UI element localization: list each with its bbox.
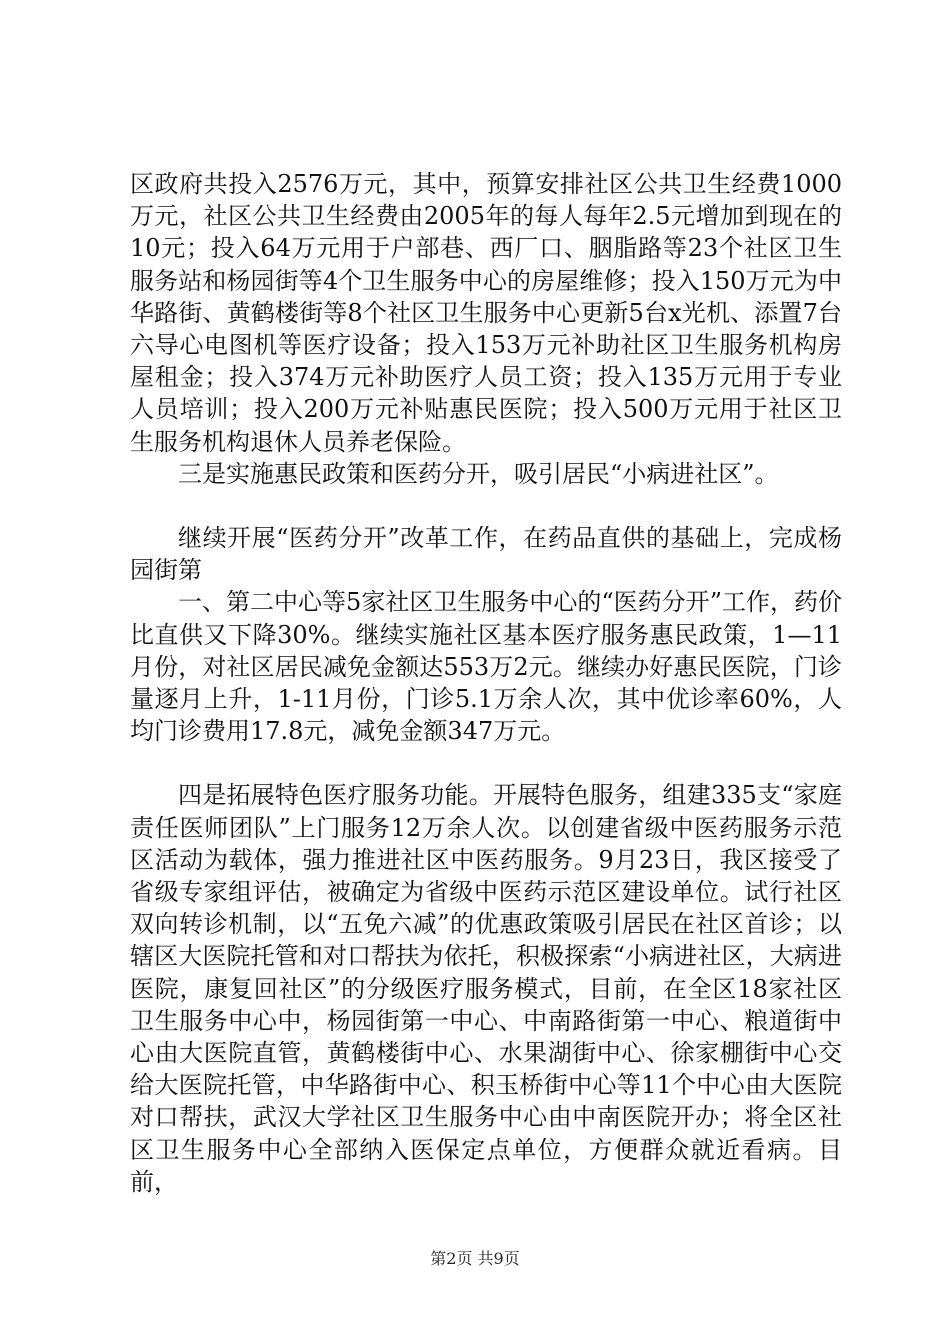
paragraph-reform: 继续开展“医药分开”改革工作，在药品直供的基础上，完成杨园街第 <box>130 524 842 585</box>
paragraph-reform-detail: 一、第二中心等5家社区卫生服务中心的“医药分开”工作，药价比直供又下降30%。继续实施社区基本医疗服务惠民政策，1—11月份，对社区居民减免金额达553万2元。继续办好惠民医院，门诊量逐月上升，1-11月份，门诊5.1万余人次，其中优诊率60%，人均门诊费用17.8元，减免金额347万元。 <box>130 588 842 746</box>
paragraph-funding: 区政府共投入2576万元，其中，预算安排社区公共卫生经费1000万元，社区公共卫生经费由2005年的每人每年2.5元增加到现在的10元；投入64万元用于户部巷、西厂口、胭脂路等23个社区卫生服务站和杨园街等4个卫生服务中心的房屋维修；投入150万元为中华路街、黄鹤楼街等8个社区卫生服务中心更新5台x光机、添置7台六导心电图机等医疗设备；投入153万元补助社区卫生服务机构房屋租金；投入374万元补助医疗人员工资；投入135万元用于专业人员培训；投入200万元补贴惠民医院；投入500万元用于社区卫生服务机构退休人员养老保险。 <box>130 170 842 456</box>
paragraph-heading-three: 三是实施惠民政策和医药分开，吸引居民“小病进社区”。 <box>178 459 779 488</box>
paragraph-heading-four: 四是拓展特色医疗服务功能。开展特色服务，组建335支“家庭责任医师团队”上门服务12万余人次。以创建省级中医药服务示范区活动为载体，强力推进社区中医药服务。9月23日，我区接受了省级专家组评估，被确定为省级中医药示范区建设单位。试行社区双向转诊机制，以“五免六减”的优惠政策吸引居民在社区首诊；以辖区大医院托管和对口帮扶为依托，积极探索“小病进社区，大病进医院，康复回社区”的分级医疗服务模式，目前，在全区18家社区卫生服务中心中，杨园街第一中心、中南路街第一中心、粮道街中心由大医院直管，黄鹤楼街中心、水果湖街中心、徐家棚街中心交给大医院托管，中华路街中心、积玉桥街中心等11个中心由大医院对口帮扶，武汉大学社区卫生服务中心由中南医院开办；将全区社区卫生服务中心全部纳入医保定点单位，方便群众就近看病。目前， <box>130 781 842 1196</box>
page-number: 第2页 共9页 <box>430 1249 520 1268</box>
document-page <box>130 168 842 1198</box>
